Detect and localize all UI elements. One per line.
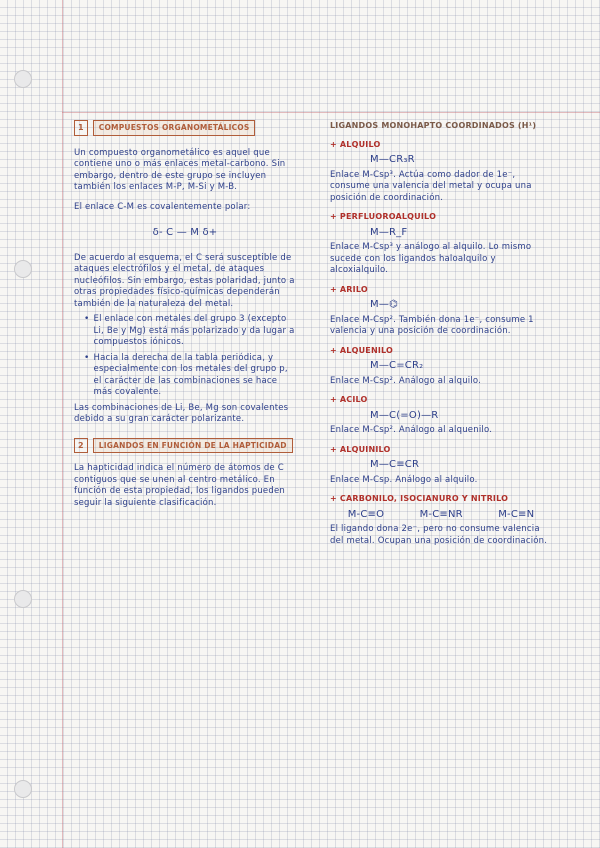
ligand-formula: M—C≡CR xyxy=(370,459,420,470)
ligand-formula: M—C(=O)—R xyxy=(370,409,439,421)
bullet-icon: • xyxy=(84,352,90,363)
section2-header xyxy=(74,438,296,454)
binder-hole xyxy=(14,780,32,798)
ligand-name: + ARILO xyxy=(330,284,368,294)
section1-paragraph: Las combinaciones de Li, Be, Mg son covalentes debido a su gran carácter polarizante. xyxy=(74,402,289,424)
margin-line xyxy=(62,0,63,848)
ligand-name: + ACILO xyxy=(330,395,368,404)
ligand-formula: M—C=CR₂ xyxy=(370,360,424,371)
ligand-text: Enlace M-Csp². Análogo al alquilo. xyxy=(330,375,482,386)
ligand-formula: M—⌬ xyxy=(370,299,398,310)
ligand-name: + ALQUINILO xyxy=(330,444,391,454)
section1-title: COMPUESTOS ORGANOMETÁLICOS xyxy=(93,120,256,136)
section2-title: LIGANDOS EN FUNCIÓN DE LA HAPTICIDAD xyxy=(93,438,293,454)
ligand-name: + CARBONILO, ISOCIANURO Y NITRILO xyxy=(330,494,509,503)
nitrile-formula: M-C≡N xyxy=(498,508,535,520)
bullet-icon: • xyxy=(84,314,90,324)
ligand-formula: M—CR₃R xyxy=(370,154,415,165)
ligand-name: + PERFLUOROALQUILO xyxy=(330,212,437,221)
ligand-formula: M—R_F xyxy=(370,226,408,238)
section1-number: 1 xyxy=(74,120,88,136)
isocyanide-formula: M-C≡NR xyxy=(419,508,463,520)
section1-paragraph: El enlace C-M es covalentemente polar: xyxy=(74,201,251,212)
section1-paragraph: Un compuesto organometálico es aquel que contiene uno o más enlaces metal-carbono. Sin embargo, dentro de este grupo se incluyen también los enlaces M-P, M-Si y M-B. xyxy=(74,147,286,192)
right-title: LIGANDOS MONOHAPTO COORDINADOS (Η¹) xyxy=(330,121,537,130)
section1-header xyxy=(74,120,296,136)
section1-paragraph: De acuerdo al esquema, el C será susceptible de ataques electrófilos y el metal, de ataques nucleófilos. Sin embargo, estas polaridad, junto a otras propiedades físico-químicas dependerán también de la naturaleza del metal. xyxy=(74,252,295,309)
header-line xyxy=(62,112,600,113)
ligand-text: Enlace M-Csp³. Actúa como dador de 1e⁻, consume una valencia del metal y ocupa una posición de coordinación. xyxy=(330,169,532,203)
binder-hole xyxy=(14,260,32,278)
bullet-text: El enlace con metales del grupo 3 (excepto Li, Be y Mg) está más polarizado y da lugar a compuestos iónicos. xyxy=(93,314,295,347)
ligand-name: + ALQUILO xyxy=(330,139,381,149)
section2-paragraph: La hapticidad indica el número de átomos de C contiguos que se unen al centro metálico. En función de esta propiedad, los ligandos pueden seguir la siguiente clasificación. xyxy=(74,463,285,508)
bullet-text: Hacia la derecha de la tabla periódica, y especialmente con los metales del grupo p, el carácter de las combinaciones se hace más covalente. xyxy=(93,352,288,397)
binder-hole xyxy=(14,70,32,88)
carbonyl-formula: M-C≡O xyxy=(347,508,385,520)
list-item xyxy=(84,314,296,349)
right-column xyxy=(330,120,552,550)
binder-hole xyxy=(14,590,32,608)
ligand-name: + ALQUENILO xyxy=(330,345,394,355)
polar-bond-formula: δ- C — M δ+ xyxy=(152,227,218,238)
left-column xyxy=(74,120,296,512)
ligand-formulas xyxy=(330,509,552,521)
ligand-text: Enlace M-Csp². Análogo al alquenilo. xyxy=(330,425,493,435)
list-item xyxy=(84,353,296,399)
ligand-text: Enlace M-Csp². También dona 1e⁻, consume 1 valencia y una posición de coordinación. xyxy=(330,314,534,336)
ligand-text: El ligando dona 2e⁻, pero no consume valencia del metal. Ocupan una posición de coordinación. xyxy=(330,524,548,546)
section2-number: 2 xyxy=(74,438,88,454)
ligand-text: Enlace M-Csp³ y análogo al alquilo. Lo mismo sucede con los ligandos haloalquilo y alcoxialquilo. xyxy=(330,242,532,275)
ligand-text: Enlace M-Csp. Análogo al alquilo. xyxy=(330,474,478,485)
